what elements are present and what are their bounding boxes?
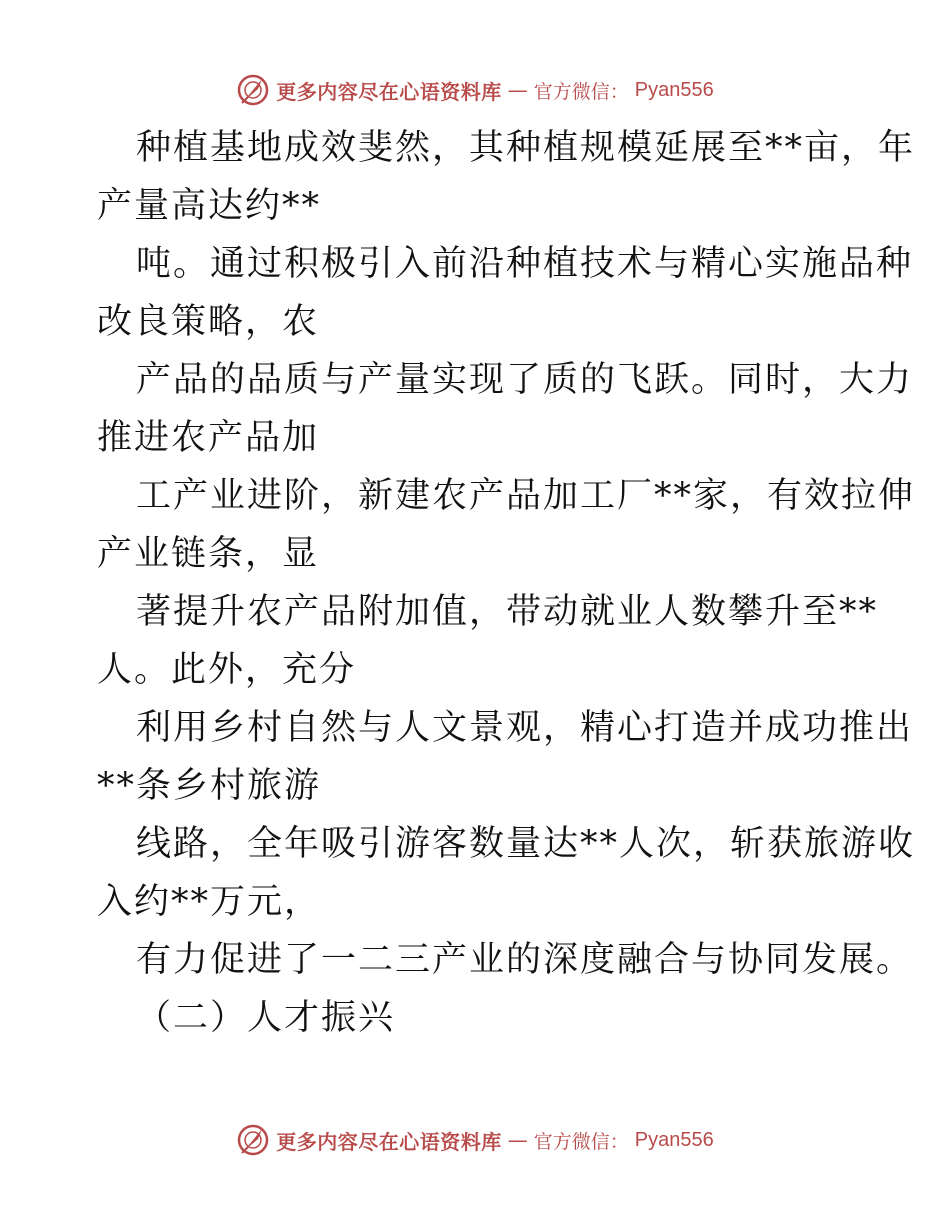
- body-line: 产业链条，显: [97, 534, 320, 574]
- banner-wechat-id: Pyan556: [634, 78, 714, 101]
- body-line: 工产业进阶，新建农产品加工厂**家，有效拉伸: [136, 476, 916, 516]
- body-line: 有力促进了一二三产业的深度融合与协同发展。: [136, 940, 914, 980]
- body-line: 利用乡村自然与人文景观，精心打造并成功推出: [136, 708, 914, 748]
- body-line: 吨。通过积极引入前沿种植技术与精心实施品种: [136, 244, 914, 284]
- body-line: 推进农产品加: [97, 418, 320, 458]
- banner-text: 更多内容尽在心语资料库: [276, 79, 502, 104]
- banner-wechat-label: 官方微信：: [533, 1130, 629, 1153]
- body-line: 改良策略，农: [97, 302, 320, 342]
- banner-text: 更多内容尽在心语资料库: [276, 1129, 502, 1154]
- banner-dash: —: [507, 1128, 528, 1152]
- banner-dash: —: [507, 78, 528, 102]
- quill-logo-icon: [236, 1123, 270, 1157]
- header-banner: [0, 70, 950, 110]
- body-line: 入约**万元，: [97, 882, 322, 922]
- body-line: **条乡村旅游: [97, 766, 322, 806]
- body-line: 种植基地成效斐然，其种植规模延展至**亩，年: [136, 128, 916, 168]
- body-line: 人。此外，充分: [97, 650, 357, 690]
- quill-logo-icon: [236, 73, 270, 107]
- body-line: 产品的品质与产量实现了质的飞跃。同时，大力: [136, 360, 914, 400]
- banner-wechat-id: Pyan556: [634, 1128, 714, 1151]
- body-line: 著提升农产品附加值，带动就业人数攀升至**: [136, 592, 879, 632]
- footer-banner: [0, 1120, 950, 1160]
- banner-wechat-label: 官方微信：: [533, 80, 629, 103]
- section-heading: （二）人才振兴: [136, 998, 396, 1038]
- body-line: 产量高达约**: [97, 186, 322, 226]
- body-line: 线路，全年吸引游客数量达**人次，斩获旅游收: [136, 824, 916, 864]
